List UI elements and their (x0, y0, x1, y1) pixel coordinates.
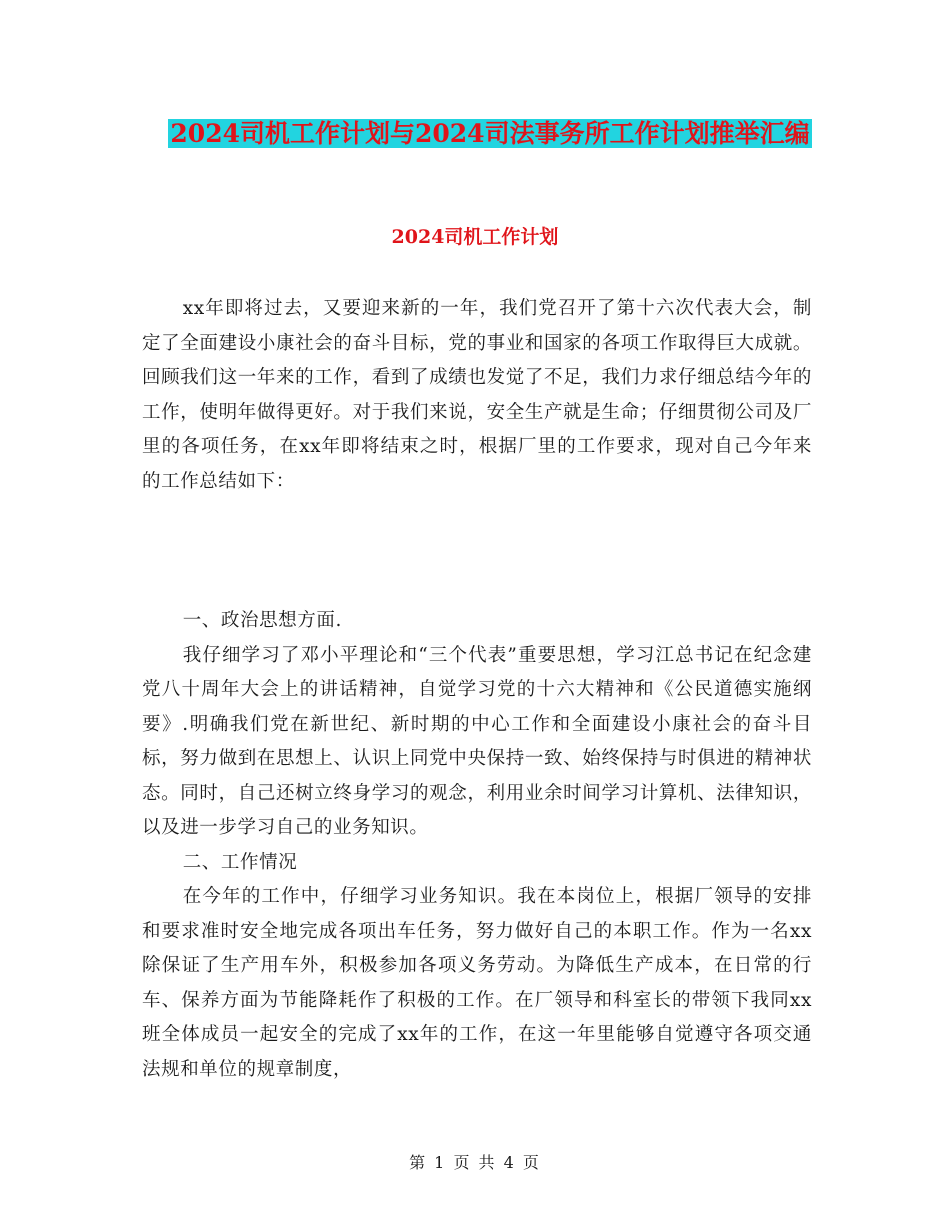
document-title (140, 112, 840, 156)
page-footer: 第 1 页 共 4 页 (409, 1153, 541, 1172)
heading-politics: 一、政治思想方面. (182, 610, 342, 631)
heading-work: 二、工作情况 (182, 851, 298, 873)
paragraph-politics: 我仔细学习了邓小平理论和“三个代表”重要思想，学习江总书记在纪念建党八十周年大会上的讲话精神，自觉学习党的十六大精神和《公民道德实施纲要》.明确我们党在新世纪、新时期的中心工作和全面建设小康社会的奋斗目标，努力做到在思想上、认识上同党中央保持一致、始终保持与时俱进的精神状态。同时，自己还树立终身学习的观念，利用业余时间学习计算机、法律知识，以及进一步学习自己的业务知识。 (142, 644, 812, 838)
section-title: 2024司机工作计划 (391, 226, 559, 248)
intro-block (142, 292, 812, 499)
paragraph-work: 在今年的工作中，仔细学习业务知识。我在本岗位上，根据厂领导的安排和要求准时安全地完成各项出车任务，努力做好自己的本职工作。作为一名xx除保证了生产用车外，积极参加各项义务劳动。为降低生产成本，在日常的行车、保养方面为节能降耗作了积极的工作。在厂领导和科室长的带领下我同xx班全体成员一起安全的完成了xx年的工作，在这一年里能够自觉遵守各项交通法规和单位的规章制度， (142, 886, 812, 1080)
paragraph-intro: xx年即将过去，又要迎来新的一年，我们党召开了第十六次代表大会，制定了全面建设小康社会的奋斗目标，党的事业和国家的各项工作取得巨大成就。回顾我们这一年来的工作，看到了成绩也发觉了不足，我们力求仔细总结今年的工作，使明年做得更好。对于我们来说，安全生产就是生命；仔细贯彻公司及厂里的各项任务，在xx年即将结束之时，根据厂里的工作要求，现对自己今年来的工作总结如下： (142, 298, 812, 492)
main-block (142, 604, 812, 1087)
document-title-text: 2024司机工作计划与2024司法事务所工作计划推举汇编 (170, 119, 810, 148)
